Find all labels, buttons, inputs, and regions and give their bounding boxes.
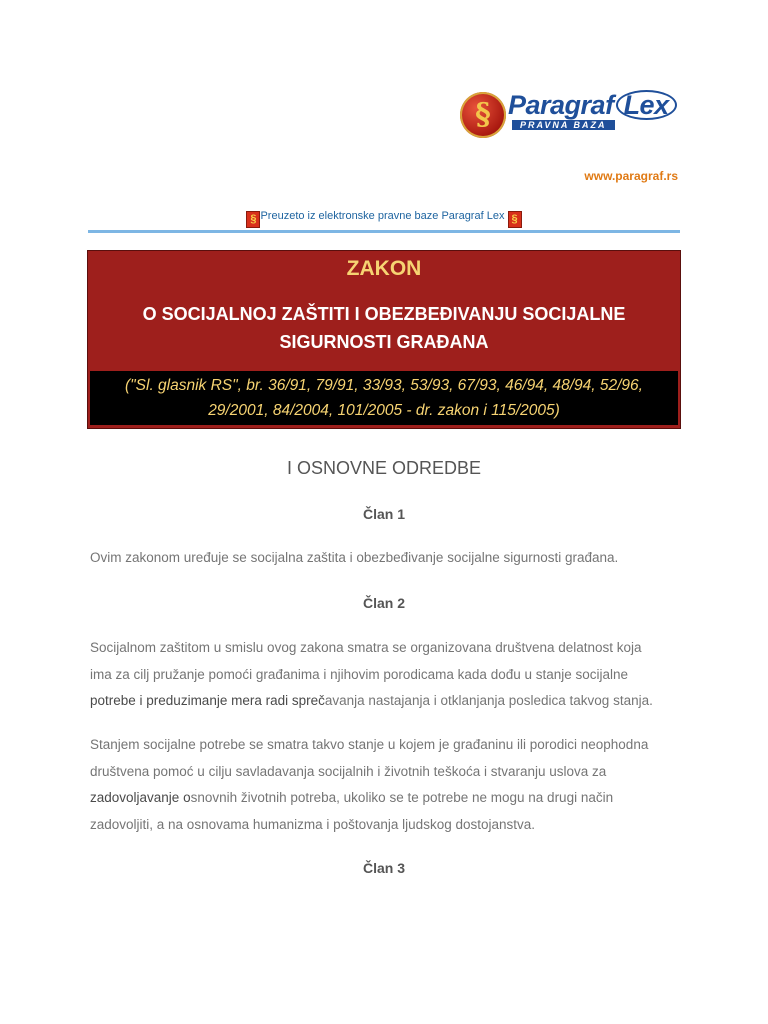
- article-1-title: Član 1: [362, 506, 405, 522]
- article-1-text: Ovim zakonom uređuje se socijalna zaštita i obezbeđivanje socijalne sigurnosti građana.: [90, 550, 619, 565]
- paragraf-lex-logo: [460, 90, 682, 144]
- article-3-title: Član 3: [362, 860, 405, 876]
- article-2-paragraph-2: Stanjem socijalne potrebe se smatra takvo stanje u kojem je građaninu ili porodici neophodna društvena pomoć u cilju savladavanja socijalnih i životnih teškoća i stvaranju uslova za zadovoljavanje osnovnih životnih potreba, ukoliko se te potrebe ne mogu na drugi način zadovoljiti, a na osnovama humanizma i poštovanja ljudskog dostojanstva.: [90, 737, 649, 832]
- source-note: § Preuzeto iz elektronske pravne baze Paragraf Lex §: [0, 210, 768, 228]
- law-title-box: [87, 250, 681, 429]
- article-2-title: Član 2: [362, 595, 405, 611]
- article-2-paragraph-1: Socijalnom zaštitom u smislu ovog zakona smatra se organizovana društvena delatnost koja ima za cilj pružanje pomoći građanima i njihovim porodicama kada dođu u stanje socijalne potrebe i preduzimanje mera radi sprečavanja nastajanja i otklanjanja posledica takvog stanja.: [90, 640, 653, 708]
- logo-wordmark: Paragraf Lex: [508, 90, 677, 121]
- paragraph-logo-icon: §: [508, 211, 522, 228]
- divider: [88, 230, 680, 233]
- paragraph-emblem-icon: §: [460, 92, 506, 138]
- paragraph-logo-icon: §: [246, 211, 260, 228]
- website-link[interactable]: www.paragraf.rs: [584, 169, 678, 183]
- section-heading: I OSNOVNE ODREDBE: [286, 458, 482, 478]
- gazette-reference: ("Sl. glasnik RS", br. 36/91, 79/91, 33/93, 53/93, 67/93, 46/94, 48/94, 52/96, 29/2001, 84/2004, 101/2005 - dr. zakon i 115/2005): [90, 371, 678, 425]
- logo-subtitle: PRAVNA BAZA: [512, 120, 615, 130]
- law-kind: ZAKON: [346, 257, 422, 280]
- law-title: O SOCIJALNOJ ZAŠTITI I OBEZBEĐIVANJU SOCIJALNE SIGURNOSTI GRAĐANA: [142, 304, 626, 352]
